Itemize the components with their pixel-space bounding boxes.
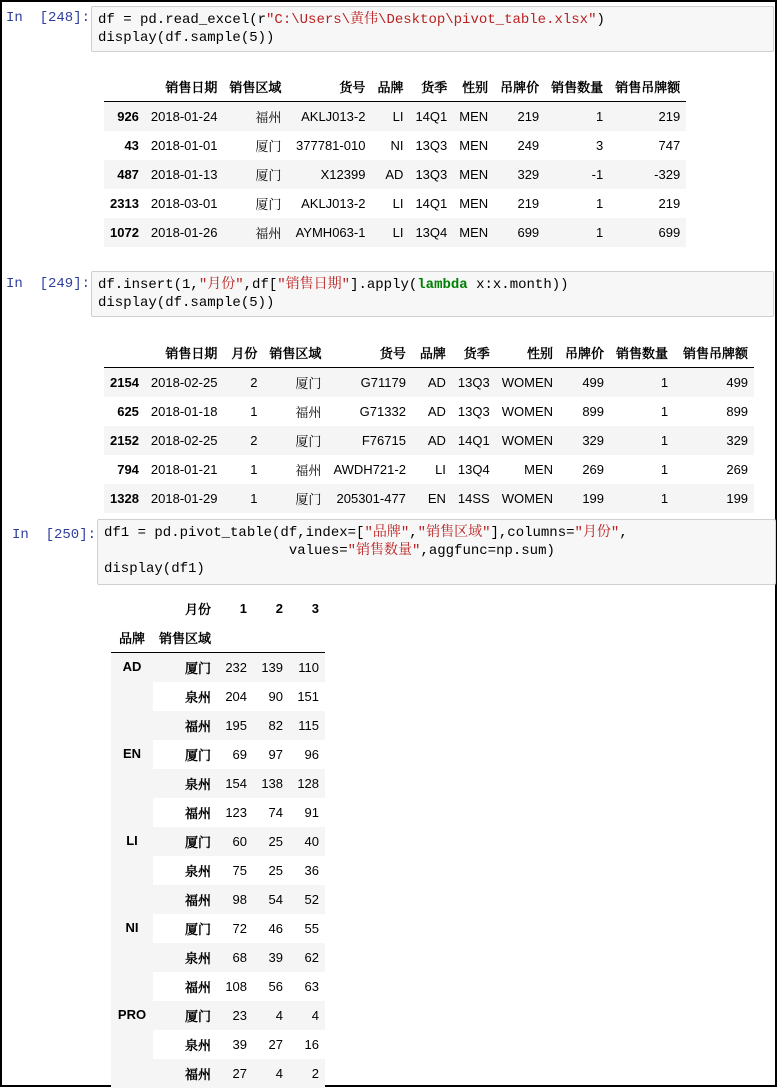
pivot-value: 69 [232,747,248,762]
table-cell: G71332 [359,404,406,419]
pivot-value: 75 [232,863,248,878]
code-cell-250[interactable] [97,519,776,585]
table-cell: 14Q1 [457,433,490,448]
region-label: 泉州 [185,1038,212,1053]
table-cell: AD [385,167,404,182]
table-cell: MEN [459,109,489,124]
code-token: "销售日期" [277,277,351,293]
table-cell: 1 [660,491,669,506]
code-token: "月份" [574,525,620,541]
table-cell: 199 [726,491,749,506]
code-token: , [409,525,418,541]
column-header: 吊牌价 [494,72,545,102]
table-cell: G71179 [360,375,406,390]
table-cell: 1 [660,375,669,390]
pivot-value: 139 [261,660,284,675]
table-cell: NI [390,138,404,153]
table-cell: 269 [582,462,605,477]
pivot-value: 36 [304,863,320,878]
code-token: ,df[ [243,277,278,293]
table-cell: LI [392,196,404,211]
table-cell: 329 [517,167,540,182]
table-cell: 厦门 [295,492,322,507]
row-index: 1328 [110,491,139,506]
table-row [104,160,686,189]
table-cell: 14Q1 [415,109,448,124]
code-token: ) display(df.sample(5)) [98,12,605,46]
pivot-row [111,1001,325,1030]
code-token: "品牌" [364,525,410,541]
pivot-value: 16 [304,1037,320,1052]
column-header: 货号 [287,72,371,102]
column-header [104,338,145,368]
table-cell: 福州 [295,463,322,478]
table-cell: 福州 [255,110,282,125]
column-header: 销售数量 [545,72,609,102]
columns-name: 月份 [185,602,212,617]
pivot-value: 154 [225,776,248,791]
pivot-value: 52 [304,892,320,907]
code-token: ].apply( [350,277,418,293]
row-index: 1072 [110,225,139,240]
month-header: 2 [275,601,284,616]
table-cell: WOMEN [501,404,554,419]
table-cell: 699 [658,225,681,240]
pivot-value: 56 [268,979,284,994]
column-header: 品牌 [371,72,409,102]
pivot-index-header [111,623,325,653]
pivot-table-output-250 [111,594,325,1088]
table-cell: 205301-477 [336,491,406,506]
brand-label: AD [111,653,153,741]
table-cell: 2018-01-13 [150,167,218,182]
table-cell: 1 [660,404,669,419]
pivot-columns-header [111,594,325,623]
table-cell: AD [427,404,446,419]
table-row [104,484,754,513]
pivot-value: 40 [304,834,320,849]
pivot-value: 97 [268,747,284,762]
pivot-value: 68 [232,950,248,965]
table-row [104,397,754,426]
table-cell: 699 [517,225,540,240]
column-header: 货季 [409,72,453,102]
code-token: df = pd.read_excel(r [98,12,267,28]
empty-header [217,623,253,653]
table-cell: MEN [459,138,489,153]
pivot-value: 204 [225,689,248,704]
code-token: lambda [417,277,468,293]
cell-prompt-250: In [250]: [12,527,97,543]
table-cell: LI [392,109,404,124]
column-header: 吊牌价 [559,338,610,368]
table-cell: 1 [660,433,669,448]
column-header: 销售日期 [145,338,224,368]
table-cell: 2018-02-25 [150,433,218,448]
table-cell: AYMH063-1 [295,225,366,240]
table-cell: 1 [660,462,669,477]
table-cell: -1 [591,167,604,182]
pivot-value: 123 [225,805,248,820]
pivot-value: 115 [298,718,320,733]
code-token: x:x.month)) display(df.sample(5)) [98,277,569,311]
region-label: 泉州 [185,951,212,966]
pivot-value: 91 [304,805,320,820]
dataframe-output-249 [104,338,754,513]
pivot-value: 60 [232,834,248,849]
table-cell: 1 [595,225,604,240]
table-cell: 2018-01-21 [150,462,218,477]
pivot-row [111,914,325,943]
pivot-value: 74 [268,805,284,820]
table-cell: 1 [250,404,258,419]
table-cell: AD [427,375,446,390]
pivot-value: 2 [311,1066,320,1081]
month-header: 1 [239,601,248,616]
pivot-row [111,740,325,769]
table-cell: -329 [654,167,681,182]
code-cell-248[interactable] [91,6,774,52]
code-token: ,aggfunc=np.sum) display(df1) [104,543,555,577]
table-cell: LI [392,225,404,240]
pivot-value: 195 [225,718,248,733]
region-label: 厦门 [185,1009,212,1024]
table-cell: 2018-01-26 [150,225,218,240]
pivot-value: 39 [232,1037,248,1052]
column-header: 货季 [452,338,496,368]
brand-label: EN [111,740,153,827]
table-cell: X12399 [320,167,366,182]
table-cell: WOMEN [501,433,554,448]
row-index: 43 [124,138,139,153]
table-cell: 13Q3 [457,404,490,419]
code-token: df1 = pd.pivot_table(df,index=[ [104,525,365,541]
table-cell: 13Q4 [415,225,448,240]
table-cell: EN [427,491,446,506]
table-cell: LI [435,462,446,477]
table-cell: AD [427,433,446,448]
index-name: 销售区域 [153,623,217,653]
pivot-corner [111,594,153,623]
table-cell: 2 [250,375,258,390]
region-label: 厦门 [185,835,212,850]
column-header: 性别 [453,72,494,102]
cell-prompt-249: In [249]: [6,276,91,292]
row-index: 487 [117,167,139,182]
row-index: 926 [117,109,139,124]
table-cell: 249 [517,138,540,153]
table-cell: AKLJ013-2 [301,109,366,124]
table-cell: 2018-01-24 [150,109,218,124]
table-cell: 13Q3 [457,375,490,390]
table-cell: 899 [726,404,749,419]
table-cell: 福州 [255,226,282,241]
table-cell: WOMEN [501,375,554,390]
pivot-value: 90 [268,689,284,704]
empty-header [253,623,289,653]
code-token: "销售数量" [347,543,421,559]
header-row [104,338,754,368]
brand-label: PRO [111,1001,153,1088]
row-index: 2152 [110,433,139,448]
column-header: 月份 [223,338,263,368]
pivot-value: 138 [261,776,284,791]
table-cell: 13Q3 [415,138,448,153]
table-cell: 899 [582,404,605,419]
table-cell: 377781-010 [296,138,366,153]
table-cell: MEN [459,196,489,211]
table-cell: 269 [726,462,749,477]
table-cell: 福州 [295,405,322,420]
code-token: df.insert(1, [98,277,199,293]
pivot-value: 4 [275,1008,284,1023]
table-row [104,218,686,247]
pivot-value: 25 [268,834,284,849]
empty-header [289,623,325,653]
table-cell: 219 [658,196,681,211]
pivot-value: 55 [304,921,320,936]
pivot-value: 110 [298,660,320,675]
table-row [104,102,686,132]
table-cell: 14Q1 [415,196,448,211]
table-row [104,455,754,484]
region-label: 泉州 [185,777,212,792]
pivot-value: 25 [268,863,284,878]
pivot-value: 46 [268,921,284,936]
column-header: 销售数量 [610,338,674,368]
column-header: 销售吊牌额 [674,338,754,368]
column-header: 销售日期 [145,72,224,102]
table-cell: 1 [250,462,258,477]
table-cell: 219 [517,109,540,124]
pivot-value: 4 [275,1066,284,1081]
table-cell: 厦门 [295,434,322,449]
column-header: 货号 [327,338,411,368]
code-token: "销售区域" [417,525,491,541]
table-cell: 2018-02-25 [150,375,218,390]
pivot-row [111,653,325,683]
brand-label: LI [111,827,153,914]
table-cell: 2018-01-18 [150,404,218,419]
row-index: 2313 [110,196,139,211]
table-cell: 3 [595,138,604,153]
table-row [104,426,754,455]
region-label: 福州 [185,980,212,995]
region-label: 厦门 [185,748,212,763]
cell-prompt-248: In [248]: [6,10,91,26]
pivot-value: 96 [304,747,320,762]
table-cell: 329 [582,433,605,448]
table-cell: 499 [726,375,749,390]
table-cell: 329 [726,433,749,448]
pivot-value: 72 [232,921,248,936]
code-token: "C:\Users\黄伟\Desktop\pivot_table.xlsx" [266,12,597,28]
code-token: ],columns= [490,525,575,541]
pivot-value: 128 [297,776,320,791]
region-label: 泉州 [185,690,212,705]
region-label: 福州 [185,1067,212,1082]
pivot-value: 63 [304,979,320,994]
table-cell: 199 [582,491,605,506]
region-label: 泉州 [185,864,212,879]
table-cell: AWDH721-2 [333,462,406,477]
table-cell: 219 [517,196,540,211]
table-cell: 1 [595,196,604,211]
table-cell: 2018-03-01 [150,196,218,211]
column-header: 品牌 [412,338,452,368]
column-header [104,72,145,102]
table-cell: 13Q4 [457,462,490,477]
table-cell: 499 [582,375,605,390]
table-cell: 219 [658,109,681,124]
table-cell: 747 [658,138,681,153]
region-label: 福州 [185,893,212,908]
column-header: 销售吊牌额 [609,72,686,102]
region-label: 厦门 [185,661,212,676]
table-cell: 14SS [457,491,490,506]
table-cell: 2018-01-01 [150,138,218,153]
pivot-value: 23 [232,1008,248,1023]
table-cell: AKLJ013-2 [301,196,366,211]
table-cell: 厦门 [295,376,322,391]
table-cell: F76715 [361,433,406,448]
row-index: 794 [117,462,139,477]
table-cell: 13Q3 [415,167,448,182]
column-header: 性别 [496,338,559,368]
row-index: 625 [117,404,139,419]
pivot-value: 27 [268,1037,284,1052]
dataframe-output-248 [104,72,686,247]
pivot-value: 98 [232,892,248,907]
region-label: 福州 [185,806,212,821]
region-label: 福州 [185,719,212,734]
table-row [104,189,686,218]
pivot-value: 54 [268,892,284,907]
region-label: 厦门 [185,922,212,937]
code-cell-249[interactable] [91,271,774,317]
table-cell: MEN [524,462,554,477]
table-cell: MEN [459,225,489,240]
table-row [104,131,686,160]
column-header: 销售区域 [263,338,327,368]
pivot-value: 82 [268,718,284,733]
table-cell: MEN [459,167,489,182]
month-header: 3 [311,601,320,616]
table-cell: 厦门 [255,139,282,154]
table-cell: 厦门 [255,168,282,183]
table-cell: 2 [250,433,258,448]
code-token: "月份" [198,277,244,293]
pivot-value: 108 [225,979,248,994]
pivot-value: 232 [225,660,248,675]
pivot-row [111,827,325,856]
index-name: 品牌 [111,623,153,653]
pivot-value: 27 [232,1066,248,1081]
row-index: 2154 [110,375,139,390]
pivot-value: 62 [304,950,320,965]
pivot-value: 39 [268,950,284,965]
header-row [104,72,686,102]
table-cell: 2018-01-29 [150,491,218,506]
code-token: , values= [288,525,628,559]
column-header: 销售区域 [223,72,287,102]
brand-label: NI [111,914,153,1001]
table-cell: 1 [595,109,604,124]
table-cell: WOMEN [501,491,554,506]
table-cell: 厦门 [255,197,282,212]
table-cell: 1 [250,491,258,506]
table-row [104,368,754,398]
pivot-value: 151 [297,689,320,704]
pivot-value: 4 [311,1008,320,1023]
